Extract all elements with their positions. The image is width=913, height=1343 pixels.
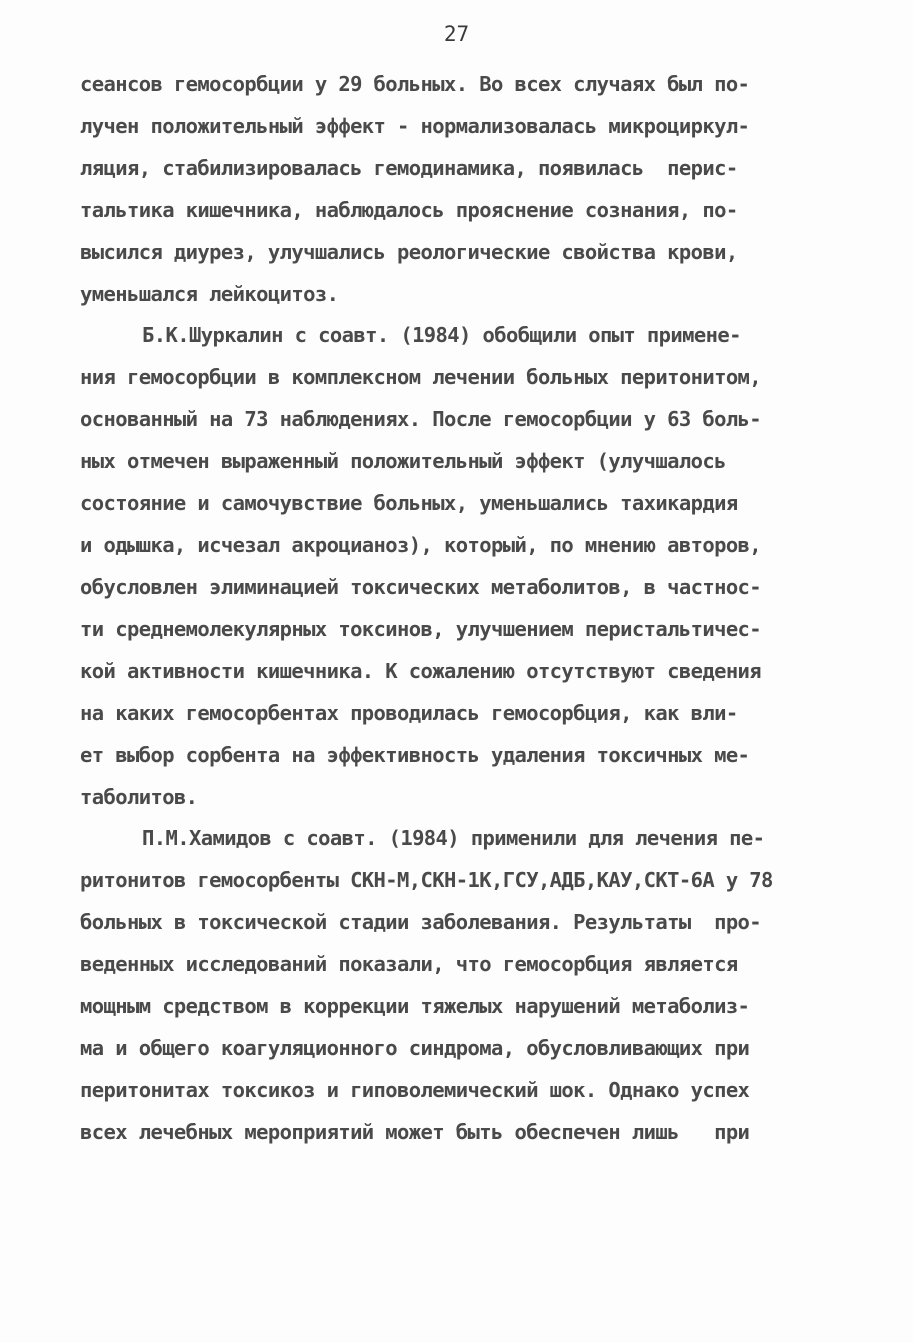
text-line: основанный на 73 наблюдениях. После гемосорбции у 63 боль- (80, 407, 762, 431)
text-line: на каких гемосорбентах проводилась гемосорбция, как вли- (80, 701, 738, 725)
text-line: высился диурез, улучшались реологические свойства крови, (80, 240, 738, 264)
paragraph-start-line: Б.К.Шуркалин с соавт. (1984) обобщили опыт примене- (142, 323, 741, 347)
text-line: ти среднемолекулярных токсинов, улучшением перистальтичес- (80, 617, 762, 641)
text-line: кой активности кишечника. К сожалению отсутствуют сведения (80, 659, 762, 683)
text-line: ет выбор сорбента на эффективность удаления токсичных ме- (80, 743, 750, 767)
page-number: 27 (443, 22, 470, 46)
text-line: ляция, стабилизировалась гемодинамика, появилась перис- (80, 156, 738, 180)
text-line: обусловлен элиминацией токсических метаболитов, в частнос- (80, 575, 762, 599)
text-line: ритонитов гемосорбенты СКН-М,СКН-1К,ГСУ,АДБ,КАУ,СКТ-6А у 78 (80, 868, 773, 892)
text-line: ния гемосорбции в комплексном лечении больных перитонитом, (80, 365, 762, 389)
text-line: всех лечебных мероприятий может быть обеспечен лишь при (80, 1120, 750, 1144)
text-line: уменьшался лейкоцитоз. (80, 282, 339, 306)
text-line: тальтика кишечника, наблюдалось прояснение сознания, по- (80, 198, 738, 222)
text-line: веденных исследований показали, что гемосорбция является (80, 952, 738, 976)
text-line: лучен положительный эффект - нормализовалась микроциркул- (80, 114, 750, 138)
text-line: мощным средством в коррекции тяжелых нарушений метаболиз- (80, 994, 750, 1018)
text-line: ных отмечен выраженный положительный эффект (улучшалось (80, 449, 726, 473)
text-line: состояние и самочувствие больных, уменьшались тахикардия (80, 491, 738, 515)
text-line: перитонитах токсикоз и гиповолемический шок. Однако успех (80, 1078, 750, 1102)
text-line: сеансов гемосорбции у 29 больных. Во всех случаях был по- (80, 72, 750, 96)
text-line: ма и общего коагуляционного синдрома, обусловливающих при (80, 1036, 750, 1060)
paragraph-start-line: П.М.Хамидов с соавт. (1984) применили для лечения пе- (142, 826, 765, 850)
text-line: таболитов. (80, 785, 198, 809)
text-line: и одышка, исчезал акроцианоз), который, по мнению авторов, (80, 533, 762, 557)
text-line: больных в токсической стадии заболевания. Результаты про- (80, 910, 762, 934)
